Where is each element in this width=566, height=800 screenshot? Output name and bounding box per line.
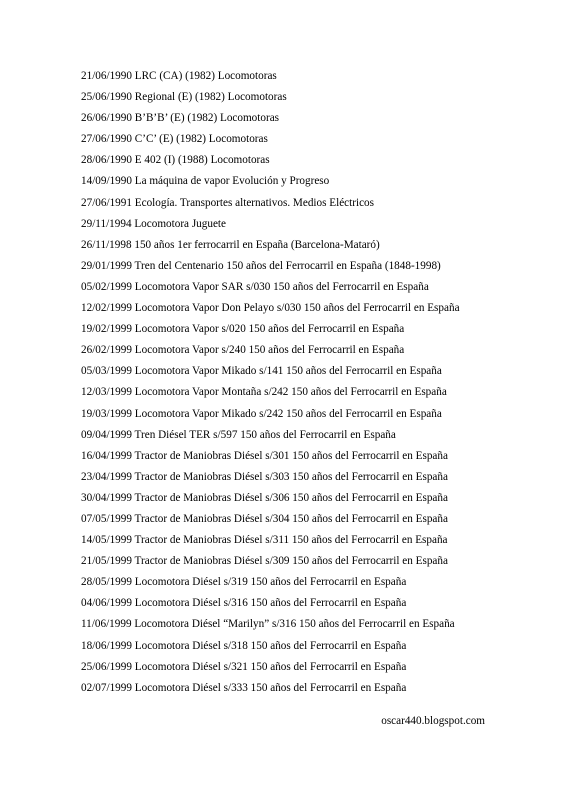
list-item: 05/02/1999 Locomotora Vapor SAR s/030 150 años del Ferrocarril en España [81, 280, 429, 293]
list-item: 12/03/1999 Locomotora Vapor Montaña s/242 150 años del Ferrocarril en España [81, 386, 447, 399]
entry-list [81, 66, 460, 699]
list-item: 26/06/1990 B’B’B’ (E) (1982) Locomotoras [81, 112, 280, 125]
list-item: 23/04/1999 Tractor de Maniobras Diésel s/303 150 años del Ferrocarril en España [81, 470, 448, 483]
list-item: 26/02/1999 Locomotora Vapor s/240 150 años del Ferrocarril en España [81, 344, 405, 357]
list-item: 30/04/1999 Tractor de Maniobras Diésel s/306 150 años del Ferrocarril en España [81, 491, 448, 504]
list-item: 04/06/1999 Locomotora Diésel s/316 150 años del Ferrocarril en España [81, 597, 407, 610]
list-item: 02/07/1999 Locomotora Diésel s/333 150 años del Ferrocarril en España [81, 681, 407, 694]
list-item: 16/04/1999 Tractor de Maniobras Diésel s/301 150 años del Ferrocarril en España [81, 449, 448, 462]
list-item: 27/06/1991 Ecología. Transportes alternativos. Medios Eléctricos [81, 196, 375, 209]
list-item: 09/04/1999 Tren Diésel TER s/597 150 años del Ferrocarril en España [81, 428, 396, 441]
footer-source-text: oscar440.blogspot.com [381, 715, 485, 727]
list-item: 25/06/1990 Regional (E) (1982) Locomotoras [81, 91, 287, 104]
list-item: 14/05/1999 Tractor de Maniobras Diésel s/311 150 años del Ferrocarril en España [81, 534, 448, 547]
list-item: 19/02/1999 Locomotora Vapor s/020 150 años del Ferrocarril en España [81, 323, 405, 336]
list-item: 28/05/1999 Locomotora Diésel s/319 150 años del Ferrocarril en España [81, 576, 407, 589]
list-item: 27/06/1990 C’C’ (E) (1982) Locomotoras [81, 133, 268, 146]
list-item: 25/06/1999 Locomotora Diésel s/321 150 años del Ferrocarril en España [81, 660, 407, 673]
list-item: 18/06/1999 Locomotora Diésel s/318 150 años del Ferrocarril en España [81, 639, 407, 652]
list-item: 28/06/1990 E 402 (I) (1988) Locomotoras [81, 154, 270, 167]
list-item: 19/03/1999 Locomotora Vapor Mikado s/242 150 años del Ferrocarril en España [81, 407, 442, 420]
list-item: 26/11/1998 150 años 1er ferrocarril en España (Barcelona-Mataró) [81, 238, 380, 251]
list-item: 21/05/1999 Tractor de Maniobras Diésel s/309 150 años del Ferrocarril en España [81, 555, 448, 568]
list-item: 14/09/1990 La máquina de vapor Evolución y Progreso [81, 175, 330, 188]
list-item: 11/06/1999 Locomotora Diésel “Marilyn” s/316 150 años del Ferrocarril en España [81, 618, 455, 631]
list-item: 29/11/1994 Locomotora Juguete [81, 217, 226, 230]
list-item: 05/03/1999 Locomotora Vapor Mikado s/141 150 años del Ferrocarril en España [81, 365, 442, 378]
list-item: 12/02/1999 Locomotora Vapor Don Pelayo s/030 150 años del Ferrocarril en España [81, 302, 460, 315]
list-item: 21/06/1990 LRC (CA) (1982) Locomotoras [81, 70, 277, 82]
list-item: 29/01/1999 Tren del Centenario 150 años del Ferrocarril en España (1848-1998) [81, 259, 441, 272]
list-item: 07/05/1999 Tractor de Maniobras Diésel s/304 150 años del Ferrocarril en España [81, 512, 448, 525]
